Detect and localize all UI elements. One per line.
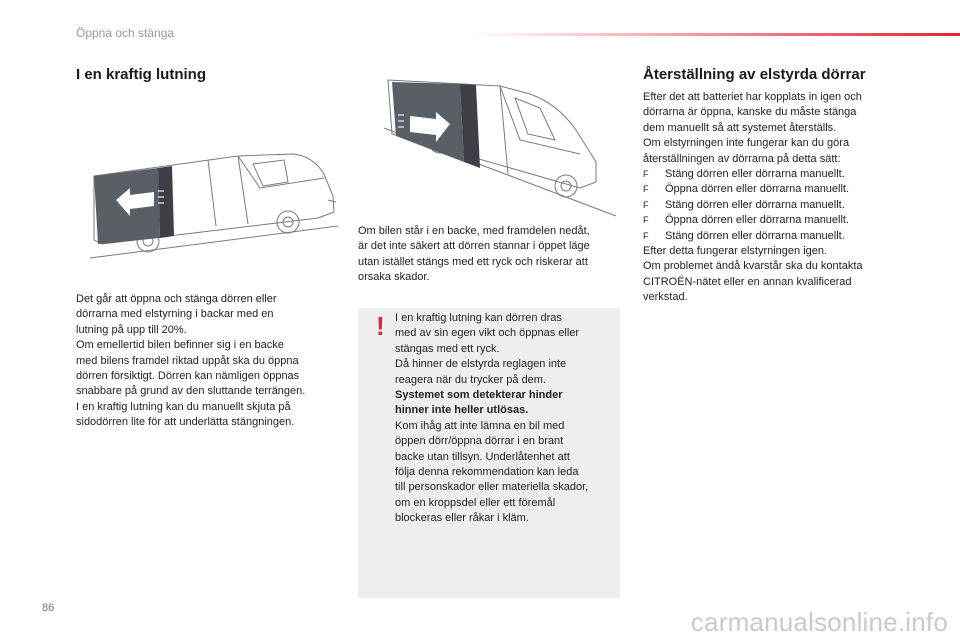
warning-icon: ! [376, 311, 385, 341]
text-line: Efter detta fungerar elstyrningen igen. [643, 245, 828, 258]
list-item [643, 182, 903, 197]
text-line: återställningen av dörrarna på detta sätt: [643, 152, 841, 165]
text-line: Kom ihåg att inte lämna en bil med [395, 419, 565, 432]
reset-text [643, 90, 903, 306]
list-item [643, 229, 903, 244]
text-line: utan istället stängs med ett ryck och riskerar att [358, 255, 588, 268]
text-line: dörren försiktigt. Dörren kan nämligen öppnas [76, 370, 300, 383]
list-item [643, 167, 903, 182]
text-line: Om elstyrningen inte fungerar kan du göra [643, 137, 850, 150]
text-line: Om problemet ändå kvarstår ska du kontakta [643, 260, 863, 273]
text-line: lutning på upp till 20%. [76, 323, 187, 336]
bullet-icon: F [643, 230, 649, 241]
page-number: 86 [42, 602, 55, 614]
step-text: Öppna dörren eller dörrarna manuellt. [665, 183, 850, 196]
step-text: Stäng dörren eller dörrarna manuellt. [665, 229, 845, 242]
text-line: med av sin egen vikt och öppnas eller [395, 327, 580, 340]
downhill-text [358, 224, 623, 286]
step-text: Öppna dörren eller dörrarna manuellt. [665, 214, 850, 227]
text-line: om en kroppsdel eller ett föremål [395, 496, 556, 509]
bullet-icon: F [643, 169, 649, 180]
chapter-title: Öppna och stänga [76, 26, 175, 40]
text-line: Då hinner de elstyrda reglagen inte [395, 358, 567, 371]
text-line: Om emellertid bilen befinner sig i en backe [76, 339, 284, 352]
section-title-steep-slope: I en kraftig lutning [76, 66, 206, 83]
text-line: dörrarna med elstyrning i backar med en [76, 308, 274, 321]
section-title-reset: Återställning av elstyrda dörrar [643, 66, 866, 83]
list-item [643, 198, 903, 213]
text-line: dörrarna är öppna, kanske du måste stänga [643, 106, 857, 119]
bullet-icon: F [643, 215, 649, 226]
watermark: carmanualsonline.info [690, 607, 948, 637]
text-line: verkstad. [643, 291, 688, 304]
text-line: blockeras eller råkar i kläm. [395, 512, 529, 525]
step-text: Stäng dörren eller dörrarna manuellt. [665, 168, 845, 181]
text-line: Det går att öppna och stänga dörren eller [76, 293, 277, 305]
text-line: CITROËN-nätet eller en annan kvalificerad [643, 275, 852, 288]
text-line: orsaka skador. [358, 271, 430, 284]
reset-steps-list [643, 167, 903, 244]
text-line: I en kraftig lutning kan dörren dras [395, 312, 562, 324]
text-line: är det inte säkert att dörren stannar i öppet läge [358, 240, 590, 253]
header-accent-line [470, 33, 960, 36]
text-line: backe utan tillsyn. Underlåtenhet att [395, 450, 570, 463]
bullet-icon: F [643, 184, 649, 195]
van-downhill-illustration [380, 70, 620, 220]
text-line: sidodörren lite för att underlätta stängningen. [76, 416, 295, 429]
warning-emphasis: hinner inte heller utlösas. [395, 404, 529, 417]
text-line: dem manuellt så att systemet återställs. [643, 121, 837, 134]
text-line: snabbare på grund av den sluttande terrängen. [76, 385, 306, 398]
text-line: med bilens framdel riktad uppåt ska du öppna [76, 354, 299, 367]
step-text: Stäng dörren eller dörrarna manuellt. [665, 198, 845, 211]
text-line: till personskador eller materiella skador, [395, 481, 589, 494]
text-line: reagera när du trycker på dem. [395, 373, 547, 386]
text-line: I en kraftig lutning kan du manuellt skjuta på [76, 400, 291, 413]
bullet-icon: F [643, 199, 649, 210]
text-line: följa denna rekommendation kan leda [395, 466, 579, 479]
warning-emphasis: Systemet som detekterar hinder [395, 389, 563, 402]
steep-slope-text [76, 292, 341, 431]
text-line: Efter det att batteriet har kopplats in igen och [643, 91, 862, 103]
van-uphill-illustration [88, 140, 340, 260]
warning-text [395, 311, 617, 527]
list-item [643, 213, 903, 228]
text-line: stängas med ett ryck. [395, 342, 500, 355]
text-line: Om bilen står i en backe, med framdelen nedåt, [358, 225, 590, 237]
text-line: öppen dörr/öppna dörrar i en brant [395, 435, 564, 448]
